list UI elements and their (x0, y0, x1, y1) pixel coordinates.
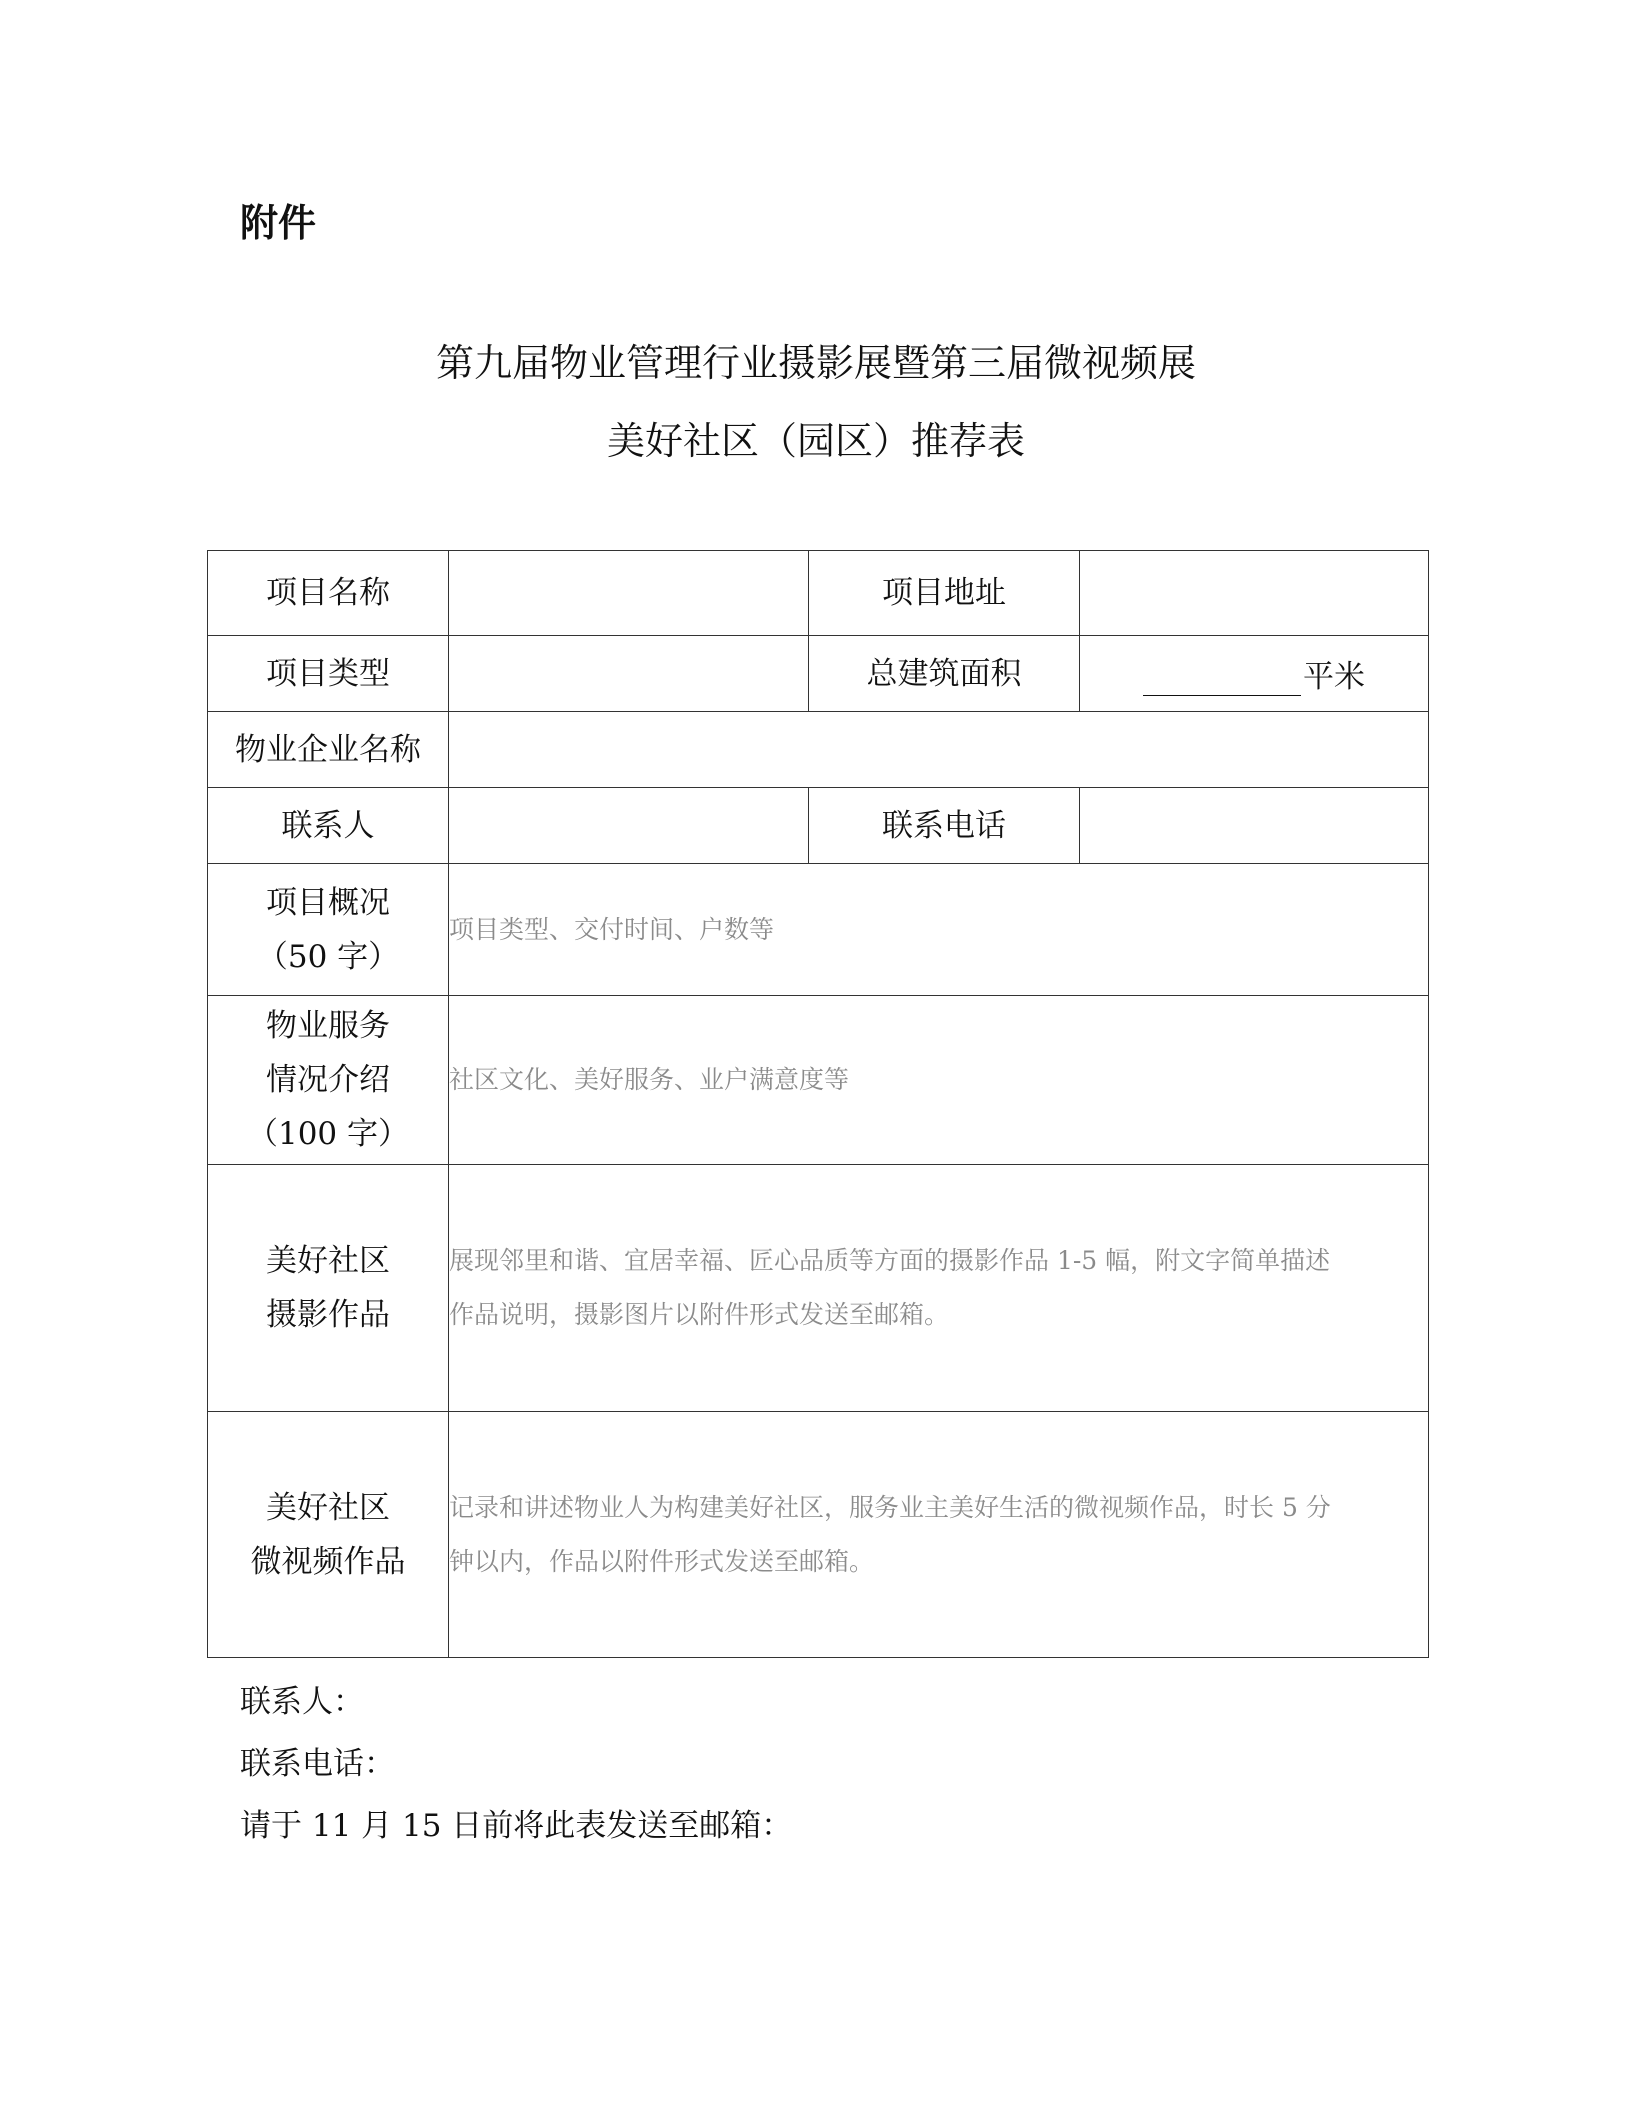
video-field[interactable] (449, 1412, 1429, 1658)
service-label-line1: 物业服务 (266, 1008, 390, 1044)
footer-deadline: 请于 11 月 15 日前将此表发送至邮箱： (240, 1808, 793, 1844)
row-project-name (208, 551, 1429, 636)
video-hint-line2: 钟以内，作品以附件形式发送至邮箱。 (449, 1546, 875, 1576)
project-address-field[interactable] (1080, 551, 1429, 636)
document-subtitle: 美好社区（园区）推荐表 (606, 419, 1025, 463)
company-name-label: 物业企业名称 (208, 712, 449, 788)
overview-label-line2: （50 字） (256, 938, 400, 975)
document-title: 第九届物业管理行业摄影展暨第三届微视频展 (435, 341, 1196, 385)
video-label (208, 1412, 449, 1658)
row-photo (208, 1165, 1429, 1412)
row-video (208, 1412, 1429, 1658)
footer-contact: 联系人： (240, 1684, 364, 1720)
contact-person-field[interactable] (449, 788, 809, 864)
project-type-label: 项目类型 (208, 636, 449, 712)
contact-phone-field[interactable] (1080, 788, 1429, 864)
row-service (208, 996, 1429, 1165)
service-label (208, 996, 449, 1165)
project-name-label: 项目名称 (208, 551, 449, 636)
overview-label-line1: 项目概况 (266, 884, 390, 921)
photo-label-line1: 美好社区 (266, 1243, 390, 1279)
photo-field[interactable] (449, 1165, 1429, 1412)
service-label-line3: （100 字） (246, 1116, 410, 1152)
overview-field[interactable] (449, 864, 1429, 996)
overview-label (208, 864, 449, 996)
project-type-field[interactable] (449, 636, 809, 712)
service-field[interactable] (449, 996, 1429, 1165)
photo-hint-line2: 作品说明，摄影图片以附件形式发送至邮箱。 (449, 1300, 950, 1329)
project-name-field[interactable] (449, 551, 809, 636)
contact-phone-label: 联系电话 (809, 788, 1080, 864)
row-overview (208, 864, 1429, 996)
company-name-field[interactable] (449, 712, 1429, 788)
video-label-line1: 美好社区 (266, 1489, 390, 1526)
service-label-line2: 情况介绍 (266, 1062, 390, 1098)
photo-hint-line1: 展现邻里和谐、宜居幸福、匠心品质等方面的摄影作品 1-5 幅，附文字简单描述 (449, 1246, 1331, 1275)
video-hint-line1: 记录和讲述物业人为构建美好社区，服务业主美好生活的微视频作品，时长 5 分 (449, 1492, 1331, 1522)
row-contact (208, 788, 1429, 864)
row-project-type (208, 636, 1429, 712)
attachment-label: 附件 (240, 201, 317, 245)
area-blank[interactable] (1143, 665, 1301, 696)
service-hint: 社区文化、美好服务、业户满意度等 (449, 1065, 850, 1094)
overview-hint: 项目类型、交付时间、户数等 (449, 914, 775, 944)
area-unit: 平米 (1303, 659, 1365, 695)
photo-label-line2: 摄影作品 (266, 1297, 390, 1333)
footer-phone: 联系电话： (240, 1746, 395, 1782)
recommendation-form (207, 550, 1429, 1658)
contact-person-label: 联系人 (208, 788, 449, 864)
row-company (208, 712, 1429, 788)
project-address-label: 项目地址 (809, 551, 1080, 636)
total-area-label: 总建筑面积 (809, 636, 1080, 712)
photo-label (208, 1165, 449, 1412)
video-label-line2: 微视频作品 (250, 1543, 406, 1580)
total-area-field[interactable] (1080, 636, 1429, 712)
